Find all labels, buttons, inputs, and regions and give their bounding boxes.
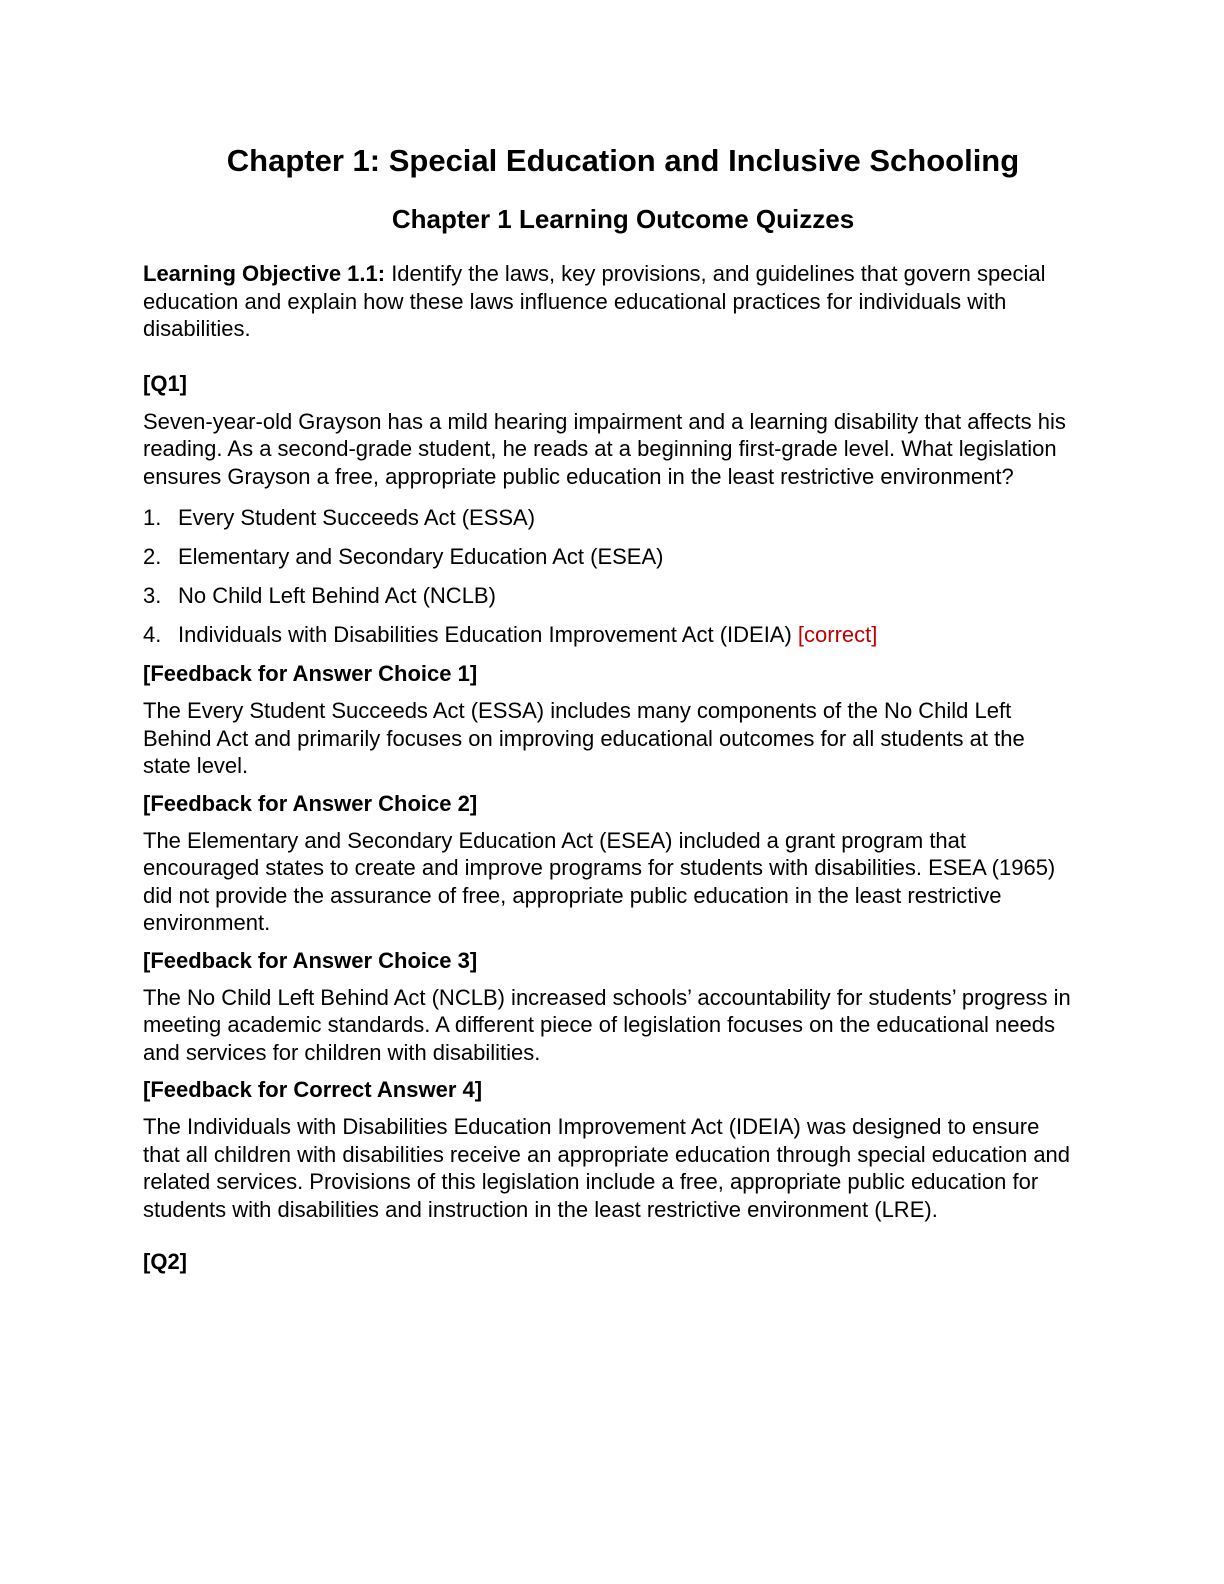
feedback-2-label: [Feedback for Answer Choice 2] (143, 790, 478, 816)
objective-text: Identify the laws, key provisions, and guidelines that govern special education and explain how these laws influence educational practices for individuals with disabilities. (143, 261, 1046, 341)
document-page (143, 140, 1073, 1276)
feedback-2-text: The Elementary and Secondary Education Act (ESEA) included a grant program that encouraged states to create and improve programs for students with disabilities. ESEA (1965) did not provide the assurance of free, appropriate public education in the least restrictive environment. (143, 827, 1056, 935)
choice-number: 1. (143, 505, 162, 530)
feedback-1-label: [Feedback for Answer Choice 1] (143, 661, 478, 686)
choice-text: Every Student Succeeds Act (ESSA) (178, 505, 536, 530)
quiz-subtitle: Chapter 1 Learning Outcome Quizzes (391, 204, 855, 234)
correct-tag: [correct] (797, 622, 878, 647)
answer-choice-4 (143, 621, 1073, 649)
feedback-3-label: [Feedback for Answer Choice 3] (143, 947, 478, 973)
answer-choice-1 (143, 504, 1073, 532)
answer-choices (143, 504, 1073, 649)
question-2-label: [Q2] (143, 1249, 187, 1274)
choice-text: Elementary and Secondary Education Act (ESEA) (178, 544, 664, 569)
learning-objective (143, 260, 1073, 343)
choice-number: 4. (143, 622, 162, 647)
feedback-4-text: The Individuals with Disabilities Education Improvement Act (IDEIA) was designed to ensure that all children with disabilities receive an appropriate education through special education and related services. Provisions of this legislation include a free, appropriate public education for students with disabilities and instruction in the least restrictive environment (LRE). (143, 1114, 1071, 1222)
feedback-4-label: [Feedback for Correct Answer 4] (143, 1077, 483, 1102)
choice-number: 2. (143, 544, 162, 569)
choice-text: Individuals with Disabilities Education Improvement Act (IDEIA) (178, 622, 798, 647)
feedback-3-text: The No Child Left Behind Act (NCLB) increased schools’ accountability for students’ progress in meeting academic standards. A different piece of legislation focuses on the educational needs and services for children with disabilities. (143, 984, 1071, 1065)
choice-text: No Child Left Behind Act (NCLB) (178, 583, 496, 608)
feedback-1-text: The Every Student Succeeds Act (ESSA) includes many components of the No Child Left Behind Act and primarily focuses on improving educational outcomes for all students at the state level. (143, 698, 1025, 778)
chapter-title: Chapter 1: Special Education and Inclusive Schooling (226, 143, 1020, 178)
objective-label: Learning Objective 1.1: (143, 261, 386, 286)
choice-number: 3. (143, 583, 162, 608)
answer-choice-3 (143, 582, 1073, 610)
question-1-stem: Seven-year-old Grayson has a mild hearing impairment and a learning disability that affects his reading. As a second-grade student, he reads at a beginning first-grade level. What legislation ensures Grayson a free, appropriate public education in the least restrictive environment? (143, 408, 1066, 489)
question-1-label: [Q1] (143, 370, 187, 396)
answer-choice-2 (143, 543, 1073, 571)
